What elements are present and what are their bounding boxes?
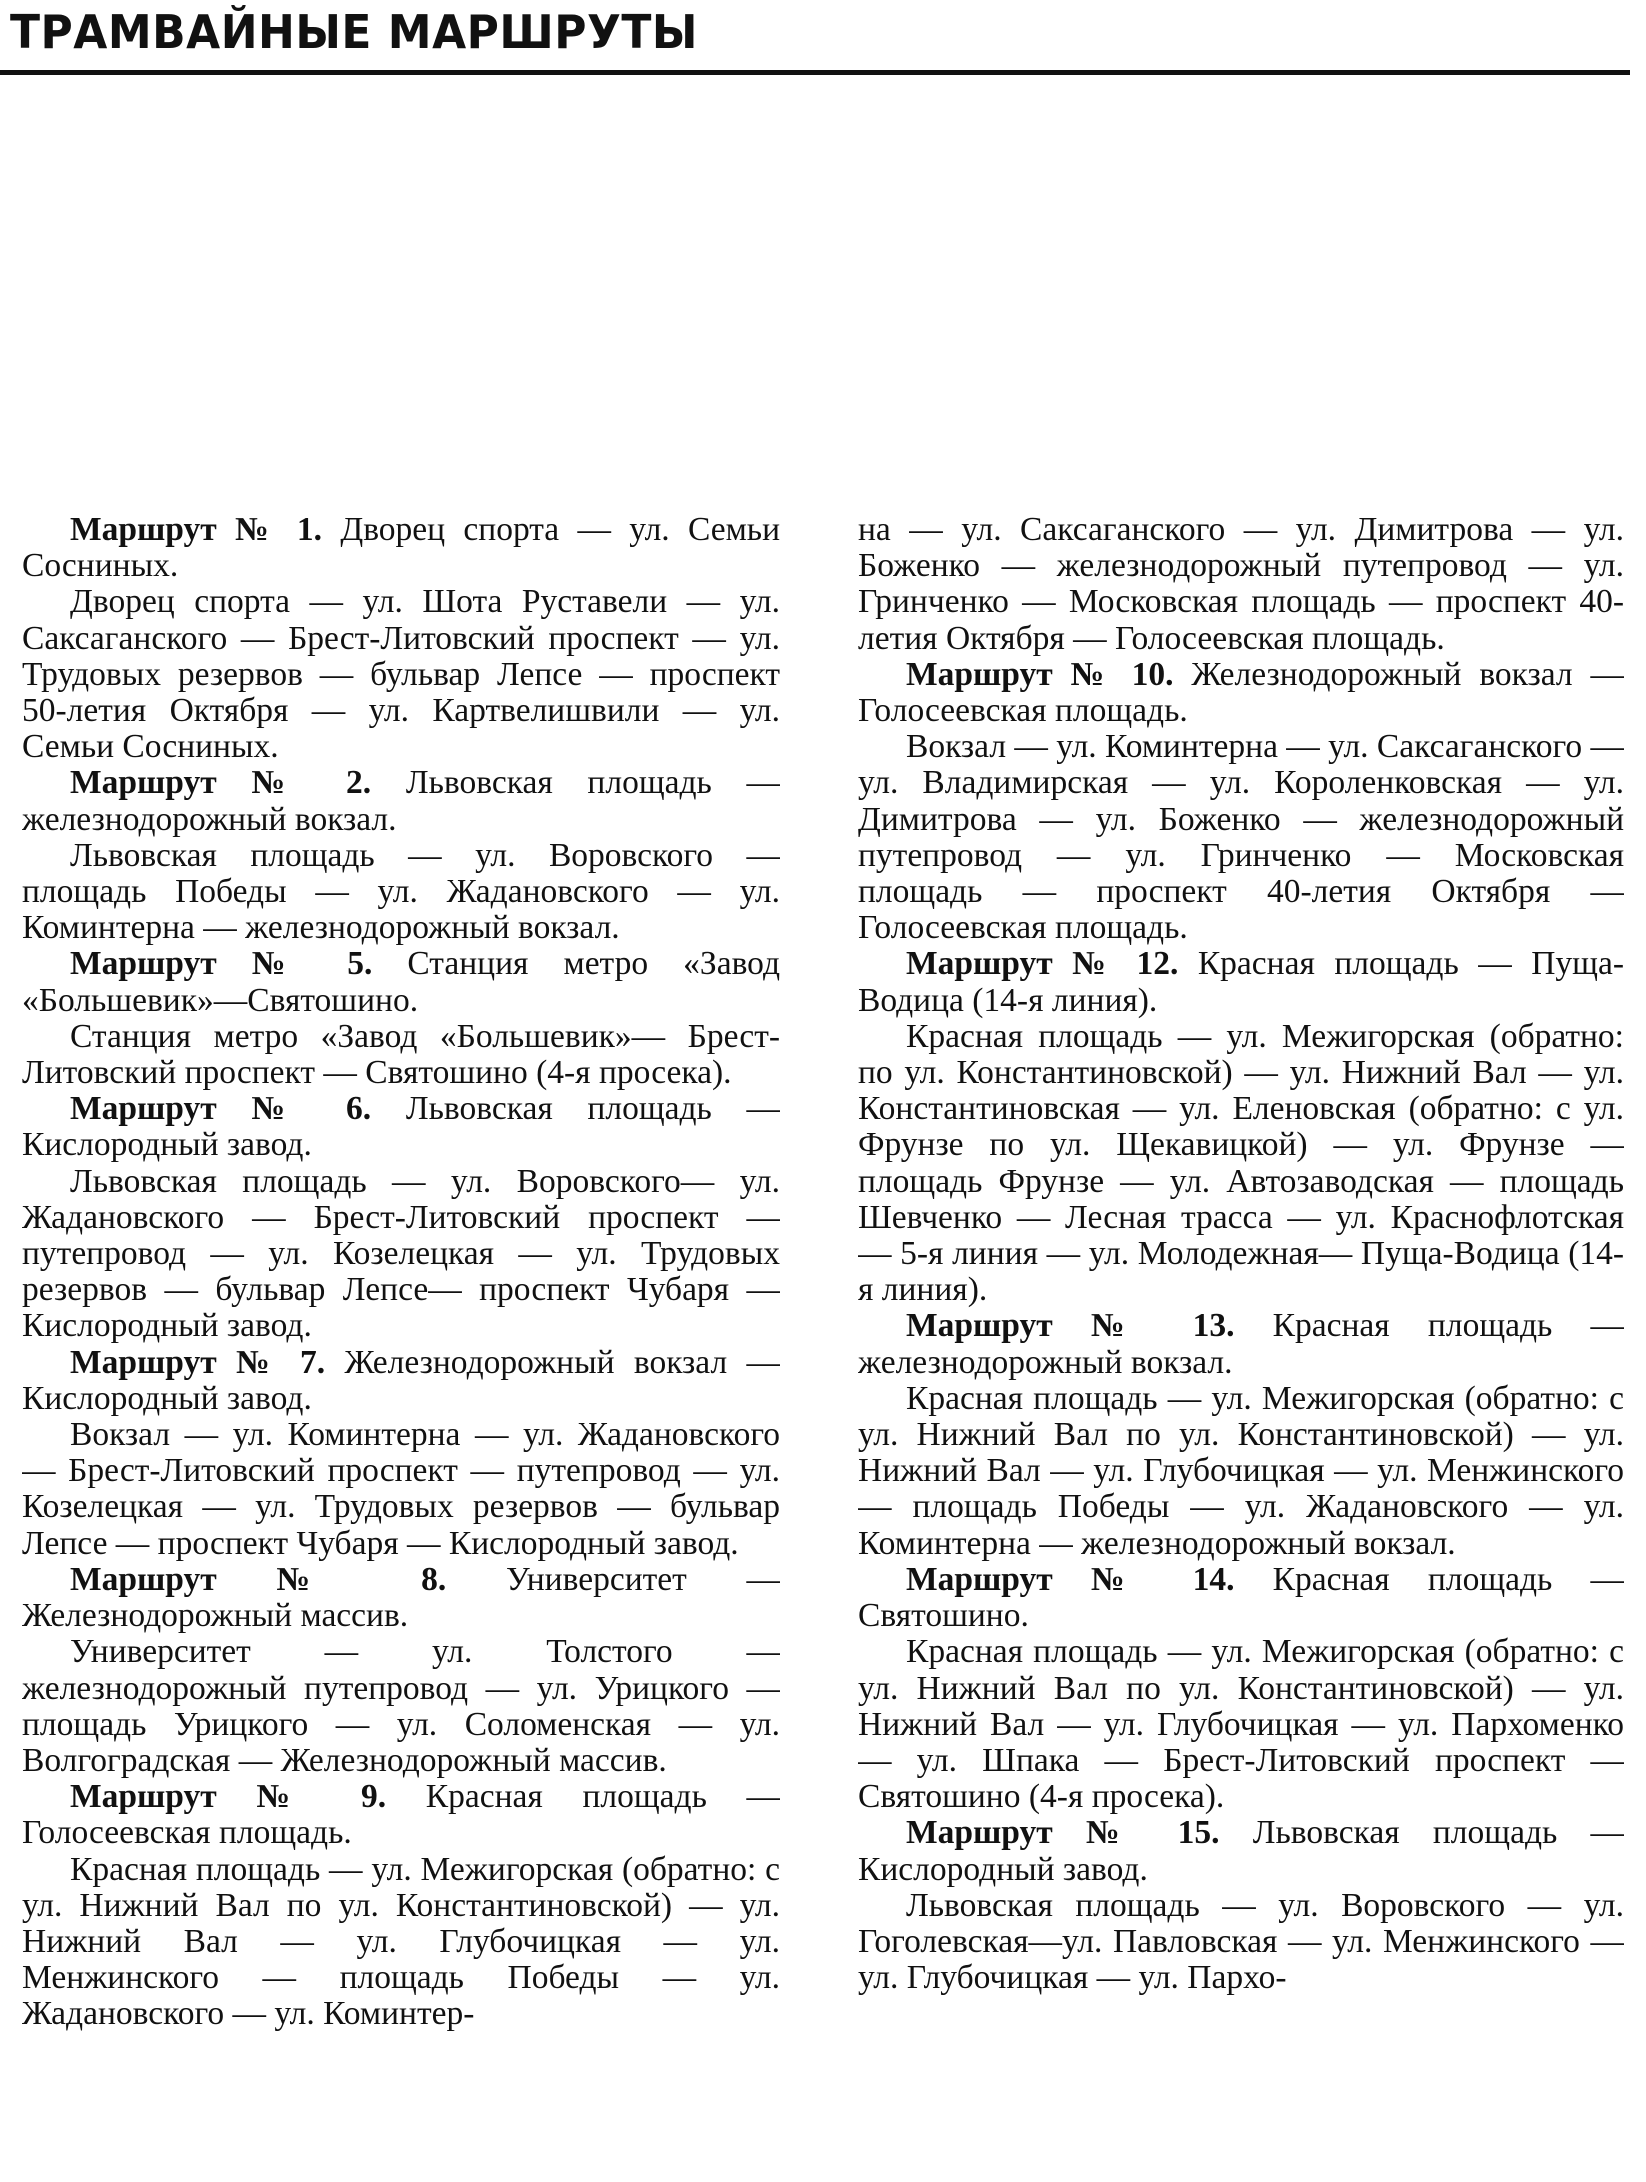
page-title: ТРАМВАЙНЫЕ МАРШРУТЫ — [10, 6, 699, 60]
route-heading — [858, 657, 1624, 729]
route-number-label: Маршрут № 10. — [906, 655, 1174, 693]
route-heading — [22, 1562, 780, 1634]
route-text: Львовская площадь — Кислородный завод. — [22, 1090, 780, 1164]
route-text: Вокзал — ул. Коминтерна — ул. Саксаганского — ул. Владимирская — ул. Короленковская — ул. Димитрова — ул. Боженко — железнодорожный путепровод — ул. Гринченко — Московская площадь — проспект 40-летия Октября — Голосеевская площадь. — [858, 728, 1624, 947]
route-heading — [22, 1091, 780, 1163]
route-description — [22, 838, 780, 947]
route-text: Львовская площадь — железнодорожный вокзал. — [22, 764, 780, 838]
route-heading — [22, 1345, 780, 1417]
route-description — [22, 584, 780, 765]
route-text: Железнодорожный вокзал — Кислородный завод. — [22, 1343, 780, 1417]
route-heading — [22, 1779, 780, 1851]
route-description — [22, 1634, 780, 1779]
route-text: Университет — ул. Толстого — железнодорожный путепровод — ул. Урицкого — площадь Урицкого — ул. Соломенская — ул. Волгоградская — Железнодорожный массив. — [22, 1633, 780, 1779]
route-heading — [858, 1562, 1624, 1634]
route-text: Львовская площадь — ул. Воровского — ул. Гоголевская—ул. Павловская — ул. Менжинского — ул. Глубочицкая — ул. Пархо- — [858, 1886, 1624, 1997]
route-number-label: Маршрут № 5. — [70, 945, 373, 983]
route-text: Дворец спорта — ул. Семьи Сосниных. — [22, 512, 780, 585]
route-number-label: Маршрут № 14. — [906, 1560, 1235, 1598]
route-text: Вокзал — ул. Коминтерна — ул. Жадановского — Брест-Литовский проспект — путепровод — ул. Козелецкая — ул. Трудовых резервов — бульвар Лепсе — проспект Чубаря — Кислородный завод. — [22, 1416, 780, 1562]
route-text: Львовская площадь — ул. Воровского— ул. Жадановского — Брест-Литовский проспект — путепровод — ул. Козелецкая — ул. Трудовых резервов — бульвар Лепсе— проспект Чубаря — Кислородный завод. — [22, 1162, 780, 1345]
route-text: Красная площадь — Святошино. — [858, 1560, 1624, 1635]
route-text: Университет — Железнодорожный массив. — [22, 1560, 780, 1635]
route-description — [858, 1381, 1624, 1562]
route-text: Львовская площадь — ул. Воровского — площадь Победы — ул. Жадановского — ул. Коминтерна — железнодорожный вокзал. — [22, 836, 780, 947]
route-description — [858, 1019, 1624, 1309]
route-text: Красная площадь — железнодорожный вокзал. — [858, 1307, 1624, 1381]
route-text: Станция метро «Завод «Большевик»— Брест-Литовский проспект — Святошино (4-я просека). — [22, 1017, 780, 1092]
route-number-label: Маршрут № 6. — [70, 1090, 372, 1128]
route-number-label: Маршрут № 2. — [70, 764, 372, 802]
route-text: Железнодорожный вокзал — Голосеевская площадь. — [858, 655, 1624, 730]
route-heading — [858, 1308, 1624, 1380]
route-description — [858, 1888, 1624, 1997]
route-text: Дворец спорта — ул. Шота Руставели — ул. Саксаганского — Брест-Литовский проспект — ул. Трудовых резервов — бульвар Лепсе — проспект 50-летия Октября — ул. Картвелишвили — ул. Семьи Сосниных. — [22, 583, 780, 766]
route-description — [22, 1417, 780, 1562]
route-text: Красная площадь — ул. Межигорская (обратно: по ул. Константиновской) — ул. Нижний Вал — ул. Константиновская — ул. Еленовская (обратно: с ул. Фрунзе по ул. Щекавицкой) — ул. Фрунзе — площадь Фрунзе — ул. Автозаводская — площадь Шевченко — Лесная трасса — ул. Краснофлотская — 5-я линия — ул. Молодежная— Пуща-Водица (14-я линия). — [858, 1017, 1624, 1309]
route-number-label: Маршрут № 12. — [906, 945, 1179, 983]
route-description — [22, 1164, 780, 1345]
route-description — [858, 729, 1624, 946]
route-text: Красная площадь — Пуща-Водица (14-я линия). — [858, 945, 1624, 1019]
route-text: Красная площадь — ул. Межигорская (обратно: с ул. Нижний Вал по ул. Константиновской) — ул. Нижний Вал — ул. Глубочицкая — ул. Пархоменко — ул. Шпака — Брест-Литовский проспект — Святошино (4-я просека). — [858, 1633, 1624, 1816]
route-text: Красная площадь — Голосеевская площадь. — [22, 1778, 780, 1852]
route-text: Красная площадь — ул. Межигорская (обратно: с ул. Нижний Вал по ул. Константиновской) — ул. Нижний Вал — ул. Глубочицкая — ул. Менжинского — площадь Победы — ул. Жадановского — ул. Коминтер- — [22, 1850, 780, 2033]
route-description — [22, 1019, 780, 1091]
route-heading — [22, 765, 780, 837]
route-number-label: Маршрут № 1. — [70, 512, 323, 548]
left-column — [22, 512, 780, 2172]
route-text: Красная площадь — ул. Межигорская (обратно: с ул. Нижний Вал по ул. Константиновской) — ул. Нижний Вал — ул. Глубочицкая — ул. Менжинского — площадь Победы — ул. Жадановского — ул. Коминтерна — железнодорожный вокзал. — [858, 1379, 1624, 1562]
title-rule — [0, 70, 1630, 75]
route-text: на — ул. Саксаганского — ул. Димитрова — ул. Боженко — железнодорожный путепровод — ул. Гринченко — Московская площадь — проспект 40-летия Октября — Голосеевская площадь. — [858, 512, 1624, 657]
route-number-label: Маршрут № 13. — [906, 1307, 1235, 1345]
route-number-label: Маршрут № 15. — [906, 1814, 1220, 1852]
route-heading — [22, 946, 780, 1018]
route-heading — [858, 1815, 1624, 1887]
route-description — [858, 512, 1624, 657]
route-number-label: Маршрут № 7. — [70, 1343, 326, 1381]
route-heading — [858, 946, 1624, 1018]
route-description — [22, 1852, 780, 2033]
route-text: Львовская площадь — Кислородный завод. — [858, 1814, 1624, 1888]
right-column — [858, 512, 1624, 2172]
route-description — [858, 1634, 1624, 1815]
route-text: Станция метро «Завод «Большевик»—Святошино. — [22, 945, 780, 1019]
route-number-label: Маршрут № 8. — [70, 1560, 447, 1598]
route-heading — [22, 512, 780, 584]
route-number-label: Маршрут № 9. — [70, 1778, 387, 1816]
